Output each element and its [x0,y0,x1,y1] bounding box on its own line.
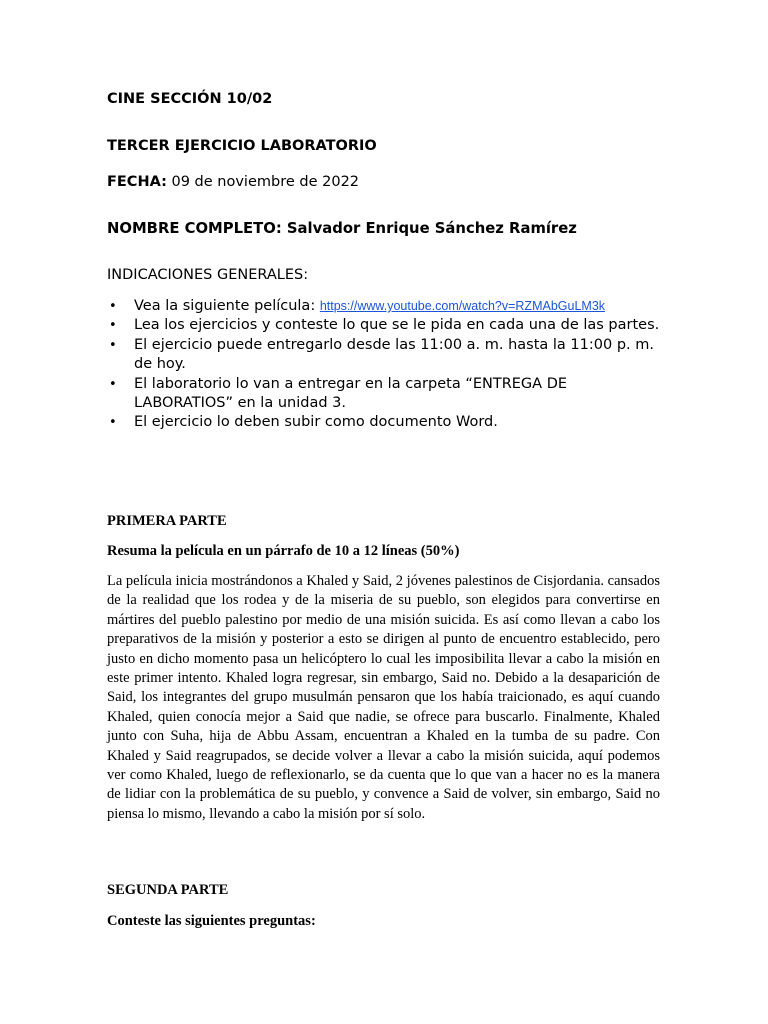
bullet-icon: • [109,415,117,431]
date-label: FECHA: [107,174,167,190]
instructions-list [107,297,667,433]
part1-prompt: Resuma la película en un párrafo de 10 a 12 líneas (50%) [107,543,460,559]
list-item [107,375,667,414]
part2-heading: SEGUNDA PARTE [107,882,229,898]
full-name-line: NOMBRE COMPLETO: Salvador Enrique Sánchez Ramírez [107,220,577,237]
list-item [107,297,667,316]
course-title: CINE SECCIÓN 10/02 [107,91,273,107]
bullet-icon: • [109,318,117,334]
date-value: 09 de noviembre de 2022 [166,174,360,190]
exercise-title: TERCER EJERCICIO LABORATORIO [107,138,377,154]
bullet-icon: • [109,337,117,353]
list-item [107,413,667,432]
part2-prompt: Conteste las siguientes preguntas: [107,913,316,929]
instruction-text: El ejercicio lo deben subir como documento Word. [134,414,498,431]
instruction-text: Vea la siguiente película: [134,298,320,314]
general-instructions-heading: INDICACIONES GENERALES: [107,267,309,283]
bullet-icon: • [109,299,117,314]
date-line [107,174,359,190]
instruction-text: Lea los ejercicios y conteste lo que se le pida en cada una de las partes. [134,317,660,334]
part1-heading: PRIMERA PARTE [107,513,227,529]
bullet-icon: • [109,376,117,392]
instruction-text: El laboratorio lo van a entregar en la carpeta “ENTREGA DE LABORATIOS” en la unidad 3. [134,375,568,412]
list-item [107,316,667,335]
list-item [107,336,667,375]
instruction-text: El ejercicio puede entregarlo desde las 11:00 a. m. hasta la 11:00 p. m. de hoy. [134,336,654,373]
movie-summary-paragraph: La película inicia mostrándonos a Khaled y Said, 2 jóvenes palestinos de Cisjordania. cansados de la realidad que los rodea y de la miseria de su pueblo, son elegidos para convertirse en mártires del pueblo palestino por medio de una misión suicida. Es así como llevan a cabo los preparativos de la misión y posterior a esto se dirigen al punto de encuentro establecido, pero justo en dicho momento pasa un helicóptero lo cual les imposibilita llevar a cabo la misión en este primer intento. Khaled logra regresar, sin embargo, Said no. Debido a la desaparición de Said, los integrantes del grupo musulmán pensaron que los había traicionado, es aquí cuando Khaled, quien conocía mejor a Said que nadie, se ofrece para buscarlo. Finalmente, Khaled junto con Suha, hija de Abbu Assam, encuentran a Khaled en la tumba de su padre. Con Khaled y Said reagrupados, se decide volver a llevar a cabo la misión suicida, aquí podemos ver como Khaled, luego de reflexionarlo, se da cuenta que lo que van a hacer no es la manera de lidiar con la problemática de su pueblo, y convence a Said de volver, sin embargo, Said no piensa lo mismo, llevando a cabo la misión por sí solo. [107,573,660,822]
video-link[interactable]: https://www.youtube.com/watch?v=RZMAbGuLM3k [319,299,606,313]
